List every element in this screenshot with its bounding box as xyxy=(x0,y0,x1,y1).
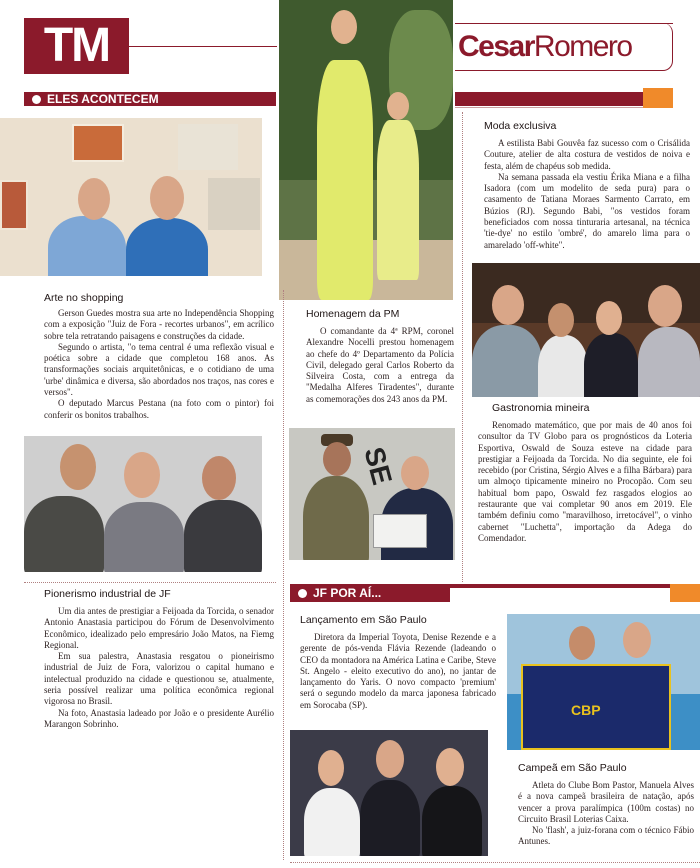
face xyxy=(150,176,184,220)
dress xyxy=(317,60,373,300)
headline-arte: Arte no shopping xyxy=(44,292,124,304)
face xyxy=(376,740,404,778)
face xyxy=(401,456,429,490)
section-bar-jf-por-ai xyxy=(290,584,450,602)
body-lancamento xyxy=(300,632,496,711)
cesar-romero-logo xyxy=(458,29,632,65)
person xyxy=(472,325,542,397)
paragraph: Em sua palestra, Anastasia resgatou o pioneirismo industrial de Juiz de Fora, valorizou o capital humano e intelectual produzido na cidade e questionou se, atualmente, seria possível realizar uma política econômica regional vigorosa no Brasil. xyxy=(44,651,274,707)
orange-accent xyxy=(670,584,700,602)
face xyxy=(436,748,464,786)
person xyxy=(24,496,104,572)
painting xyxy=(0,180,28,230)
face xyxy=(623,622,651,658)
section-bar-eles-acontecem xyxy=(24,92,276,106)
person xyxy=(104,502,184,572)
section-bar-extension xyxy=(450,584,670,588)
flag-text: CBP xyxy=(571,702,601,718)
paragraph: Gerson Guedes mostra sua arte no Independência Shopping com a exposição "Juiz de Fora - recortes urbanos", em acrílico sobre tela retratando paisagens e construções da cidade. xyxy=(44,308,274,341)
row-divider xyxy=(24,582,276,583)
person xyxy=(303,476,369,560)
headline-moda: Moda exclusiva xyxy=(484,120,557,132)
face xyxy=(78,178,110,220)
person xyxy=(360,780,420,856)
face xyxy=(387,92,409,120)
header-rule-left xyxy=(129,46,277,47)
body-arte xyxy=(44,308,274,421)
face xyxy=(318,750,344,786)
face xyxy=(323,442,351,476)
face xyxy=(648,285,682,327)
body-moda xyxy=(484,138,690,251)
body-pm xyxy=(306,326,454,405)
headline-lancamento: Lançamento em São Paulo xyxy=(300,614,427,626)
headline-pioneirismo: Pionerismo industrial de JF xyxy=(44,588,171,600)
photo-homenagem-pm xyxy=(289,428,455,560)
row-divider xyxy=(290,862,700,863)
paragraph: Diretora da Imperial Toyota, Denise Rezende e a gerente de pós-venda Flávia Rezende (ladeando o CEO da montadora na América Latina e Caribe, Steve St. Angelo - eleito executivo do ano), no jantar de lançamento do Yaris. O novo compacto 'premium' será o segundo modelo da marca japonesa fabricado em Sorocaba (SP). xyxy=(300,632,496,710)
face xyxy=(60,444,96,490)
tm-logo: TM xyxy=(24,18,129,74)
face xyxy=(492,285,524,325)
section-bar-right xyxy=(455,92,643,106)
paragraph: Na semana passada ela vestiu Érika Miana e a filha Isadora (com um modelito de seda pura) para o casamento de Tatiana Moraes Sarmento Carrato, em Búzios (RJ). Segundo Babi, "os vestidos foram beneficiados com nossa tinturaria artesanal, na técnica 'tie-dye' no estilo 'ombré', do amarelo lima para o amarelado 'off-white". xyxy=(484,171,690,250)
logo-romero: Romero xyxy=(533,30,632,63)
painting xyxy=(208,178,260,230)
person xyxy=(538,335,588,397)
bullet-icon xyxy=(298,589,307,598)
paragraph: Segundo o artista, "o tema central é uma reflexão visual e poética sobre a cidade que completou 168 anos. As transformações sociais arquitetônicas, e o cotidiano de uma 'urbe' dinâmica e diversa, são abordados nos traços, nas cores e versos". xyxy=(44,341,274,398)
face xyxy=(202,456,236,500)
face xyxy=(569,626,595,660)
person xyxy=(126,218,208,276)
headline-gastronomia: Gastronomia mineira xyxy=(492,402,590,414)
photo-lancamento xyxy=(290,730,488,856)
column-divider xyxy=(462,112,463,582)
paragraph: Na foto, Anastasia ladeado por João e o presidente Aurélio Marangon Sobrinho. xyxy=(44,707,274,729)
face xyxy=(124,452,160,498)
body-gastronomia xyxy=(478,420,692,544)
paragraph: O comandante da 4ª RPM, coronel Alexandre Nocelli prestou homenagem ao chefe do 4º Departamento da Polícia Civil, delegado geral Carlos Roberto da Silveira Costa, com a entrega da "Medalha Alferes Tiradentes", durante as comemorações dos 243 anos da PM. xyxy=(306,326,454,404)
paragraph: Renomado matemático, que por mais de 40 anos foi consultor da TV Globo para os prognósticos da Loteria Esportiva, Oswald de Souza esteve na cidade para prestigiar a Feijoada da Torcida. No dia seguinte, ele foi recebido (por Cristina, Sérgio Alves e a filha Bárbara) para um almoço tipicamente mineiro no Procopão. Com seu habitual bom papo, Oswald fez rasgados elogios ao restaurante que vai completar 90 anos em 2019. Ele também definiu como "maravilhoso, irretocável", o vinho cabernet "Luchetta", importação da Adega do Comendador. xyxy=(478,420,692,543)
section-title: ELES ACONTECEM xyxy=(47,92,159,106)
face xyxy=(596,301,622,335)
paragraph: Um dia antes de prestigiar a Feijoada da Torcida, o senador Antonio Anastasia participou do Fórum de Desenvolvimento Econômico, idealizado pelo empresário João Matos, na Fiemg Regional. xyxy=(44,606,274,650)
person xyxy=(422,786,482,856)
person xyxy=(638,327,700,397)
photo-campea xyxy=(507,614,700,750)
column-divider xyxy=(283,290,284,860)
face xyxy=(548,303,574,337)
person xyxy=(304,788,360,856)
photo-pioneirismo xyxy=(24,436,262,572)
paragraph: No 'flash', a juiz-forana com o técnico Fábio Antunes. xyxy=(518,825,694,847)
headline-pm: Homenagem da PM xyxy=(306,308,400,320)
headline-campea: Campeã em São Paulo xyxy=(518,762,627,774)
bullet-icon xyxy=(32,95,41,104)
section-title: JF POR AÍ... xyxy=(313,586,382,600)
paragraph: A estilista Babi Gouvêa faz sucesso com o Crisálida Couture, atelier de alta costura de vestidos de noiva e festa, além de chapéus sob medida. xyxy=(484,138,690,171)
photo-gastronomia xyxy=(472,263,700,397)
face xyxy=(331,10,357,44)
paragraph: O deputado Marcus Pestana (na foto com o pintor) foi conferir os bonitos trabalhos. xyxy=(44,398,274,420)
certificate xyxy=(373,514,427,548)
person xyxy=(48,216,126,276)
paragraph: Atleta do Clube Bom Pastor, Manuela Alves é a nova campeã brasileira de natação, após vencer a prova paralímpica (100m costas) no Circuito Brasil Loterias Caixa. xyxy=(518,780,694,824)
dress xyxy=(377,120,419,280)
logo-cesar: Cesar xyxy=(458,30,534,63)
section-bar-underline xyxy=(455,107,643,108)
person xyxy=(584,333,638,397)
painting xyxy=(178,124,238,170)
photo-arte-shopping xyxy=(0,118,262,276)
sign-text: SE xyxy=(358,443,398,488)
body-pioneirismo xyxy=(44,606,274,730)
person xyxy=(184,500,262,572)
body-campea xyxy=(518,780,694,848)
photo-moda-vestidos xyxy=(279,0,453,300)
painting xyxy=(72,124,124,162)
orange-accent xyxy=(643,88,673,108)
